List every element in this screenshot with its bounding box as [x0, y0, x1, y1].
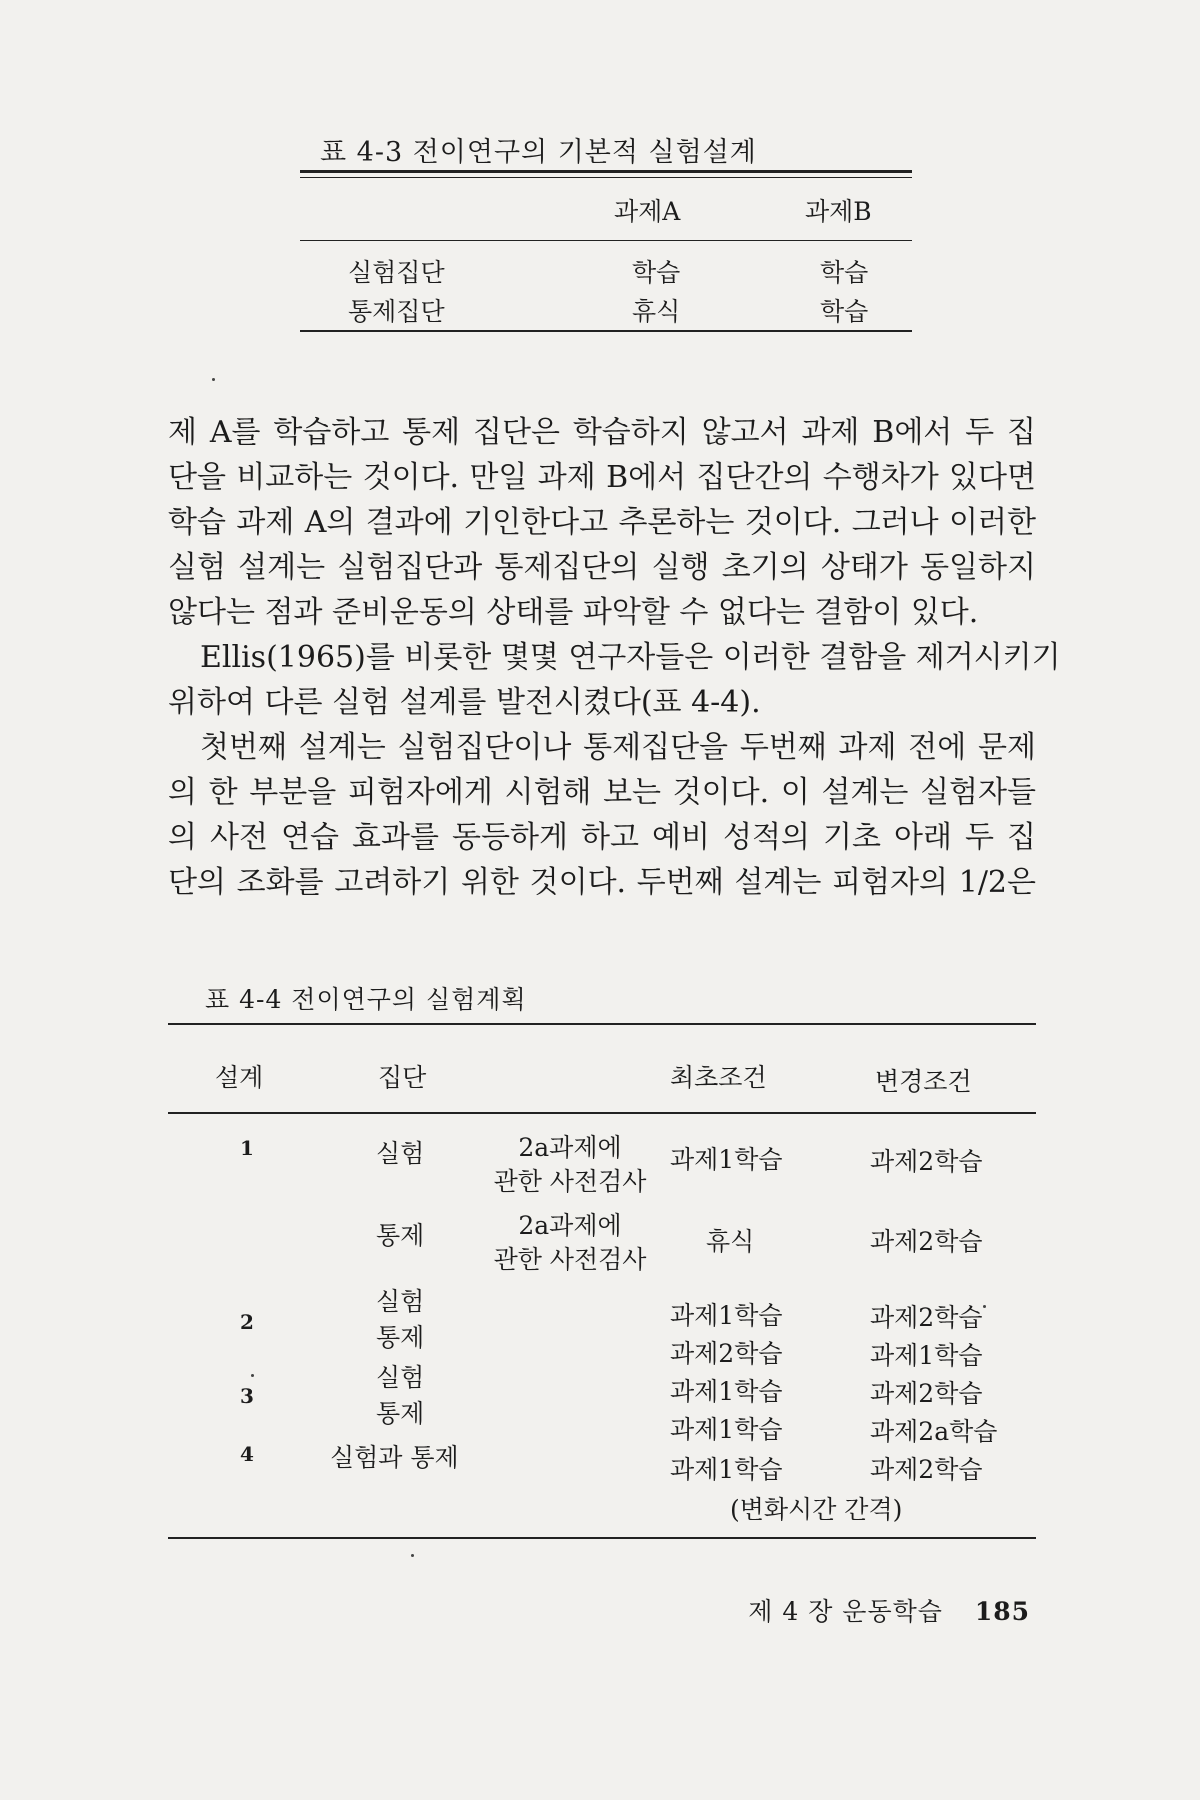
paragraph-line: 않다는 점과 준비운동의 상태를 파악할 수 없다는 결함이 있다. [168, 595, 979, 630]
table-4-4-initial-cell: 과제2학습 [670, 1339, 783, 1368]
body-paragraph [168, 410, 1061, 905]
scan-speck [251, 1374, 254, 1377]
table-4-4-caption: 표 4-4 전이연구의 실험계획 [205, 985, 527, 1014]
table-4-4-changed-cell: 과제2학습 [870, 1147, 983, 1176]
page-footer [748, 1592, 1030, 1628]
table-4-4-pretest-cell: 관한 사전검사 [493, 1167, 647, 1196]
table-4-3-header-task-a: 과제A [614, 197, 681, 226]
scan-speck [212, 378, 215, 381]
paragraph-line: 단을 비교하는 것이다. 만일 과제 B에서 집단간의 수행차가 있다면 [168, 460, 1036, 495]
table-4-4-initial-cell: 과제1학습 [670, 1415, 783, 1444]
page-number: 185 [974, 1597, 1030, 1626]
table-4-4-group-cell: 실험 [376, 1363, 425, 1392]
table-4-4-pretest-cell: 관한 사전검사 [493, 1245, 647, 1274]
table-4-4-initial-cell: 과제1학습 [670, 1455, 783, 1484]
table-4-4-header-initial-condition: 최초조건 [670, 1063, 767, 1092]
table-4-4-changed-cell: 과제2학습 [870, 1379, 983, 1408]
paragraph-line: 의 한 부분을 피험자에게 시험해 보는 것이다. 이 설계는 실험자들 [168, 775, 1036, 810]
paragraph-line: 위하여 다른 실험 설계를 발전시켰다(표 4-4). [168, 685, 761, 720]
scan-speck [411, 1554, 414, 1557]
table-4-4-initial-cell: 과제1학습 [670, 1301, 783, 1330]
table-4-4-initial-cell: 과제1학습 [670, 1377, 783, 1406]
table-4-3-row-control-group: 통제집단 [348, 297, 445, 326]
table-4-3-bottom-rule [300, 330, 912, 332]
table-4-3-row-experimental-group: 실험집단 [348, 258, 445, 287]
table-4-3-top-rule [300, 170, 912, 178]
table-4-3-row-experimental-task-b: 학습 [820, 258, 869, 287]
table-4-3-row-control-task-a: 휴식 [632, 297, 681, 326]
paragraph-line: 학습 과제 A의 결과에 기인한다고 추론하는 것이다. 그러나 이러한 [168, 505, 1036, 540]
table-4-3-header-rule [300, 240, 912, 241]
paragraph-line: 제 A를 학습하고 통제 집단은 학습하지 않고서 과제 B에서 두 집 [168, 415, 1036, 450]
table-4-4-changed-cell: 과제2학습 [870, 1227, 983, 1256]
table-4-4-pretest-cell: 2a과제에 [518, 1211, 622, 1240]
table-4-4-bottom-rule [168, 1537, 1036, 1539]
paragraph-line: 의 사전 연습 효과를 동등하게 하고 예비 성적의 기초 아래 두 집 [168, 820, 1036, 855]
table-4-4-design-number: 1 [240, 1136, 254, 1160]
table-4-3-row-control-task-b: 학습 [820, 297, 869, 326]
chapter-title: 제 4 장 운동학습 [748, 1597, 943, 1626]
table-4-4-group-cell: 실험과 통제 [330, 1443, 459, 1472]
table-4-3-header-task-b: 과제B [805, 197, 872, 226]
table-4-4-note: (변화시간 간격) [730, 1495, 903, 1524]
table-4-4-group-cell: 통제 [376, 1399, 425, 1428]
table-4-3-row-experimental-task-a: 학습 [632, 258, 681, 287]
table-4-4-header-design: 설계 [215, 1063, 264, 1092]
paragraph-line: 실험 설계는 실험집단과 통제집단의 실행 초기의 상태가 동일하지 [168, 550, 1036, 585]
table-4-4-initial-cell: 과제1학습 [670, 1145, 783, 1174]
table-4-4-group-cell: 통제 [376, 1323, 425, 1352]
table-4-4-group-cell: 통제 [376, 1221, 425, 1250]
table-4-4-changed-cell: 과제1학습 [870, 1341, 983, 1370]
table-4-3-caption: 표 4-3 전이연구의 기본적 실험설계 [320, 137, 757, 168]
table-4-4-changed-cell: 과제2학습 [870, 1303, 983, 1332]
table-4-4-changed-cell: 과제2a학습 [870, 1417, 998, 1446]
table-4-4-design-number: 3 [240, 1384, 254, 1408]
table-4-4-top-rule [168, 1023, 1036, 1025]
table-4-4-header-rule [168, 1112, 1036, 1114]
paragraph-line: 단의 조화를 고려하기 위한 것이다. 두번째 설계는 피험자의 1/2은 [168, 865, 1036, 900]
paragraph-line: Ellis(1965)를 비롯한 몇몇 연구자들은 이러한 결함을 제거시키기 [200, 640, 1061, 675]
table-4-4-design-number: 4 [240, 1442, 254, 1466]
paragraph-line: 첫번째 설계는 실험집단이나 통제집단을 두번째 과제 전에 문제 [200, 730, 1036, 765]
table-4-4-header-changed-condition: 변경조건 [875, 1067, 972, 1096]
table-4-4-header-group: 집단 [378, 1063, 427, 1092]
scan-speck [983, 1305, 986, 1308]
table-4-4-initial-cell: 휴식 [706, 1227, 755, 1256]
table-4-4-changed-cell: 과제2학습 [870, 1455, 983, 1484]
table-4-4-group-cell: 실험 [376, 1287, 425, 1316]
table-4-4-pretest-cell: 2a과제에 [518, 1133, 622, 1162]
table-4-4-design-number: 2 [240, 1310, 254, 1334]
table-4-4-group-cell: 실험 [376, 1139, 425, 1168]
